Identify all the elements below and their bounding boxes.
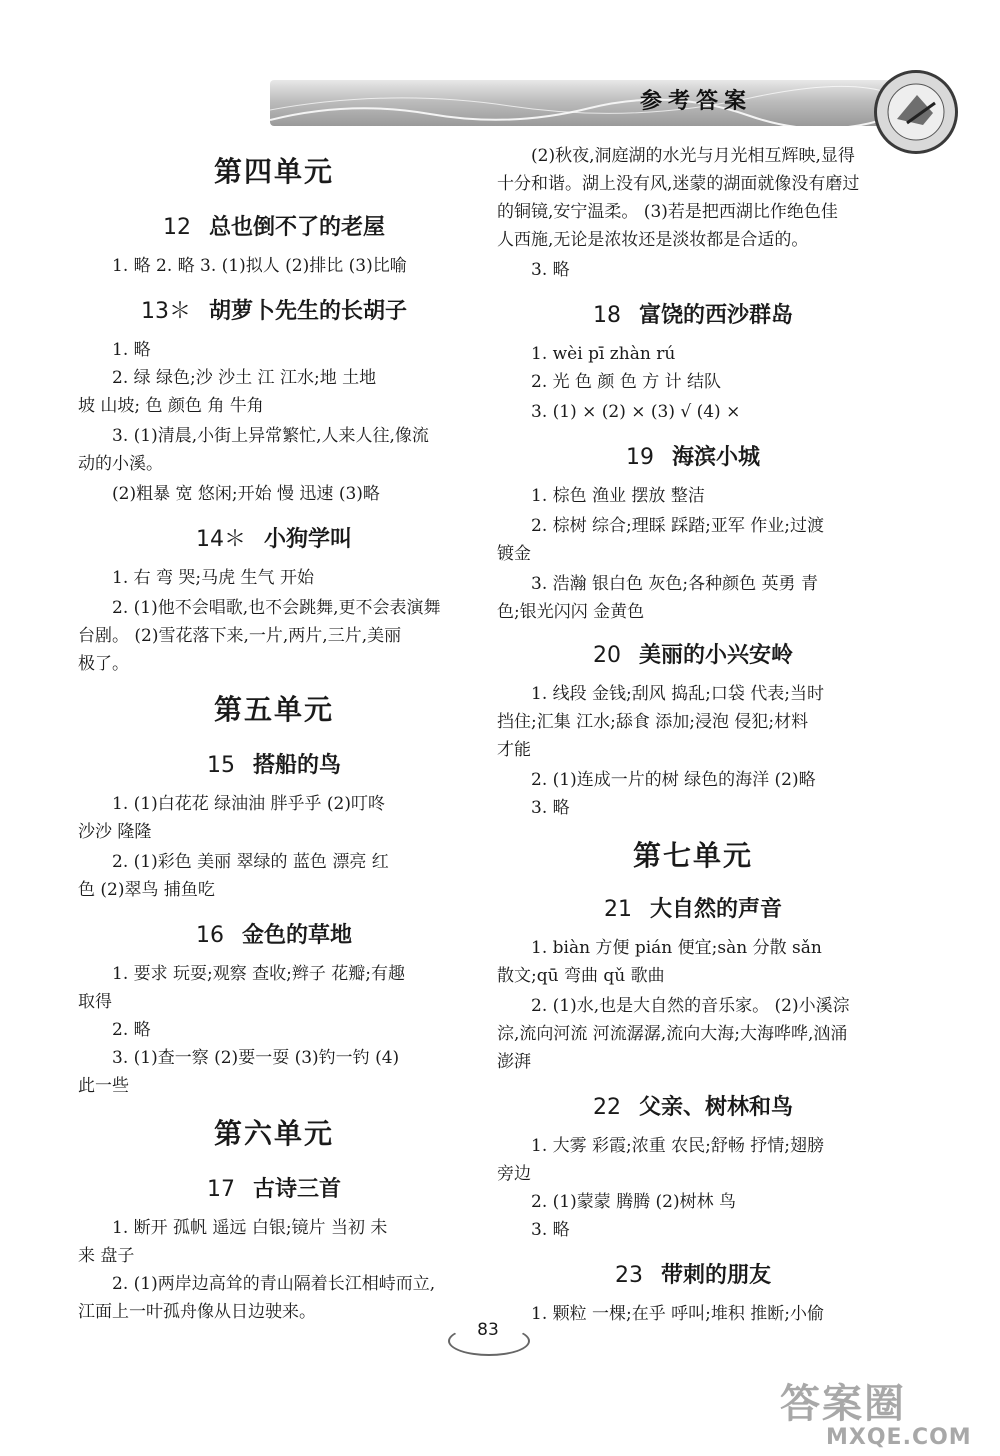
lesson-title: 金色的草地: [241, 923, 352, 948]
answer-line: 3. 略: [531, 260, 570, 280]
lesson-number: 15: [206, 753, 235, 778]
answer-line: 2. (1)蒙蒙 腾腾 (2)树林 鸟: [531, 1192, 736, 1212]
answer-line: 1. 右 弯 哭;马虎 生气 开始: [112, 568, 314, 588]
lesson-title: 总也倒不了的老屋: [208, 215, 385, 240]
answer-line: 2. 光 色 颜 色 方 计 结队: [531, 372, 722, 392]
unit-heading: 第五单元: [213, 693, 334, 726]
answer-line: 2. (1)彩色 美丽 翠绿的 蓝色 漂亮 红: [112, 852, 389, 872]
lesson-heading: [78, 918, 470, 949]
answer-line: 3. 浩瀚 银白色 灰色;各种颜色 英勇 青: [531, 574, 818, 594]
lesson-title: 大自然的声音: [649, 897, 782, 922]
answer-line: 的铜镜,安宁温柔。 (3)若是把西湖比作绝色佳: [497, 202, 838, 222]
lesson-heading: [497, 440, 889, 471]
lesson-number: 14＊: [195, 527, 246, 552]
answer-line: 2. (1)两岸边高耸的青山隔着长江相峙而立,: [112, 1274, 436, 1294]
answer-line: 江面上一叶孤舟像从日边驶来。: [78, 1302, 316, 1322]
lesson-number: 23: [614, 1263, 643, 1288]
lesson-number: 17: [206, 1177, 235, 1202]
header-title: 参考答案: [640, 89, 753, 114]
lesson-heading: [78, 748, 470, 779]
lesson-heading: [78, 294, 470, 325]
answer-line: 2. 棕树 综合;理睬 踩踏;亚军 作业;过渡: [531, 516, 825, 536]
answer-line: 镀金: [497, 544, 531, 564]
answer-line: 3. 略: [531, 1220, 570, 1240]
answer-line: 3. 略: [531, 798, 570, 818]
answer-line: 1. 要求 玩耍;观察 查收;辫子 花瓣;有趣: [112, 964, 406, 984]
answer-line: 此一些: [78, 1076, 129, 1096]
answer-line: 1. 略: [112, 340, 151, 360]
lesson-number: 13＊: [140, 299, 191, 324]
answer-line: 台剧。 (2)雪花落下来,一片,两片,三片,美丽: [78, 626, 402, 646]
answer-line: 1. wèi pī zhàn rú: [531, 344, 676, 364]
answer-line: 动的小溪。: [78, 454, 163, 474]
answer-line: 2. 绿 绿色;沙 沙土 江 江水;地 土地: [112, 368, 377, 388]
answer-line: 色 (2)翠鸟 捕鱼吃: [78, 880, 215, 900]
lesson-heading: [497, 638, 889, 669]
page-number: 83: [477, 1320, 499, 1340]
answer-line: 1. (1)白花花 绿油油 胖乎乎 (2)叮咚: [112, 794, 385, 814]
answer-line: 1. 颗粒 一棵;在乎 呼叫;堆积 推断;小偷: [531, 1304, 825, 1324]
answer-line: (2)秋夜,洞庭湖的水光与月光相互辉映,显得: [531, 146, 855, 166]
answer-line: (2)粗暴 宽 悠闲;开始 慢 迅速 (3)略: [112, 484, 380, 504]
lesson-number: 18: [592, 303, 621, 328]
lesson-title: 古诗三首: [252, 1177, 341, 1202]
lesson-title: 胡萝卜先生的长胡子: [208, 299, 407, 324]
answer-line: 2. (1)连成一片的树 绿色的海洋 (2)略: [531, 770, 816, 790]
lesson-number: 22: [592, 1095, 621, 1120]
answer-line: 十分和谐。湖上没有风,迷蒙的湖面就像没有磨过: [497, 174, 860, 194]
answer-line: 澎湃: [497, 1052, 531, 1072]
watermark-logo-text: 答案圈: [780, 1381, 906, 1427]
lesson-title: 搭船的鸟: [252, 753, 341, 778]
lesson-title: 父亲、树林和鸟: [638, 1095, 793, 1120]
lesson-heading: [497, 1090, 889, 1121]
answer-line: 取得: [78, 992, 112, 1012]
answer-line: 3. (1) × (2) × (3) √ (4) ×: [531, 402, 741, 422]
answer-line: 来 盘子: [78, 1246, 135, 1266]
lesson-title: 海滨小城: [671, 445, 760, 470]
answer-line: 沙沙 隆隆: [78, 822, 152, 842]
answer-line: 2. (1)水,也是大自然的音乐家。 (2)小溪淙: [531, 996, 850, 1016]
unit-heading: 第六单元: [213, 1117, 334, 1150]
answer-line: 2. (1)他不会唱歌,也不会跳舞,更不会表演舞: [112, 598, 441, 618]
answer-line: 1. 略 2. 略 3. (1)拟人 (2)排比 (3)比喻: [112, 256, 407, 276]
page-header: [270, 70, 960, 150]
answer-line: 1. 断开 孤帆 遥远 白银;镜片 当初 未: [112, 1218, 388, 1238]
answer-line: 色;银光闪闪 金黄色: [497, 602, 645, 622]
lesson-number: 19: [625, 445, 654, 470]
header-landscape: [270, 80, 910, 126]
lesson-title: 美丽的小兴安岭: [638, 643, 793, 668]
answer-line: 人西施,无论是浓妆还是淡妆都是合适的。: [497, 230, 809, 250]
answer-line: 1. 线段 金钱;刮风 捣乱;口袋 代表;当时: [531, 684, 825, 704]
lesson-number: 16: [195, 923, 224, 948]
lesson-heading: [497, 298, 889, 329]
answer-line: 挡住;汇集 江水;舔食 添加;浸泡 侵犯;材料: [497, 712, 809, 732]
lesson-number: 21: [603, 897, 632, 922]
emblem-icon: [877, 73, 955, 151]
lesson-number: 20: [592, 643, 621, 668]
lesson-title: 富饶的西沙群岛: [638, 303, 793, 328]
answer-line: 1. biàn 方便 pián 便宜;sàn 分散 sǎn: [531, 938, 822, 958]
lesson-heading: [78, 1172, 470, 1203]
lesson-heading: [497, 1258, 889, 1289]
answer-line: 3. (1)清晨,小街上异常繁忙,人来人往,像流: [112, 426, 429, 446]
answer-line: 1. 棕色 渔业 摆放 整洁: [531, 486, 705, 506]
answer-line: 1. 大雾 彩霞;浓重 农民;舒畅 抒情;翅膀: [531, 1136, 825, 1156]
answer-line: 坡 山坡; 色 颜色 角 牛角: [78, 396, 264, 416]
unit-heading: 第四单元: [213, 155, 334, 188]
answer-line: 才能: [497, 740, 531, 760]
answer-line: 极了。: [78, 654, 129, 674]
answer-line: 3. (1)查一察 (2)要一耍 (3)钓一钓 (4): [112, 1048, 400, 1068]
unit-heading: 第七单元: [632, 839, 753, 872]
answer-line: 散文;qū 弯曲 qǔ 歌曲: [497, 966, 665, 986]
lesson-heading: [497, 892, 889, 923]
lesson-heading: [78, 522, 470, 553]
lesson-heading: [78, 210, 470, 241]
answer-line: 2. 略: [112, 1020, 151, 1040]
lesson-title: 带刺的朋友: [660, 1263, 771, 1288]
lesson-number: 12: [162, 215, 191, 240]
watermark-url: MXQE.COM: [826, 1425, 972, 1450]
watermark: [780, 1372, 990, 1452]
lesson-title: 小狗学叫: [263, 527, 352, 552]
answer-line: 淙,流向河流 河流潺潺,流向大海;大海哗哗,汹涌: [497, 1024, 848, 1044]
answer-line: 旁边: [497, 1164, 531, 1184]
